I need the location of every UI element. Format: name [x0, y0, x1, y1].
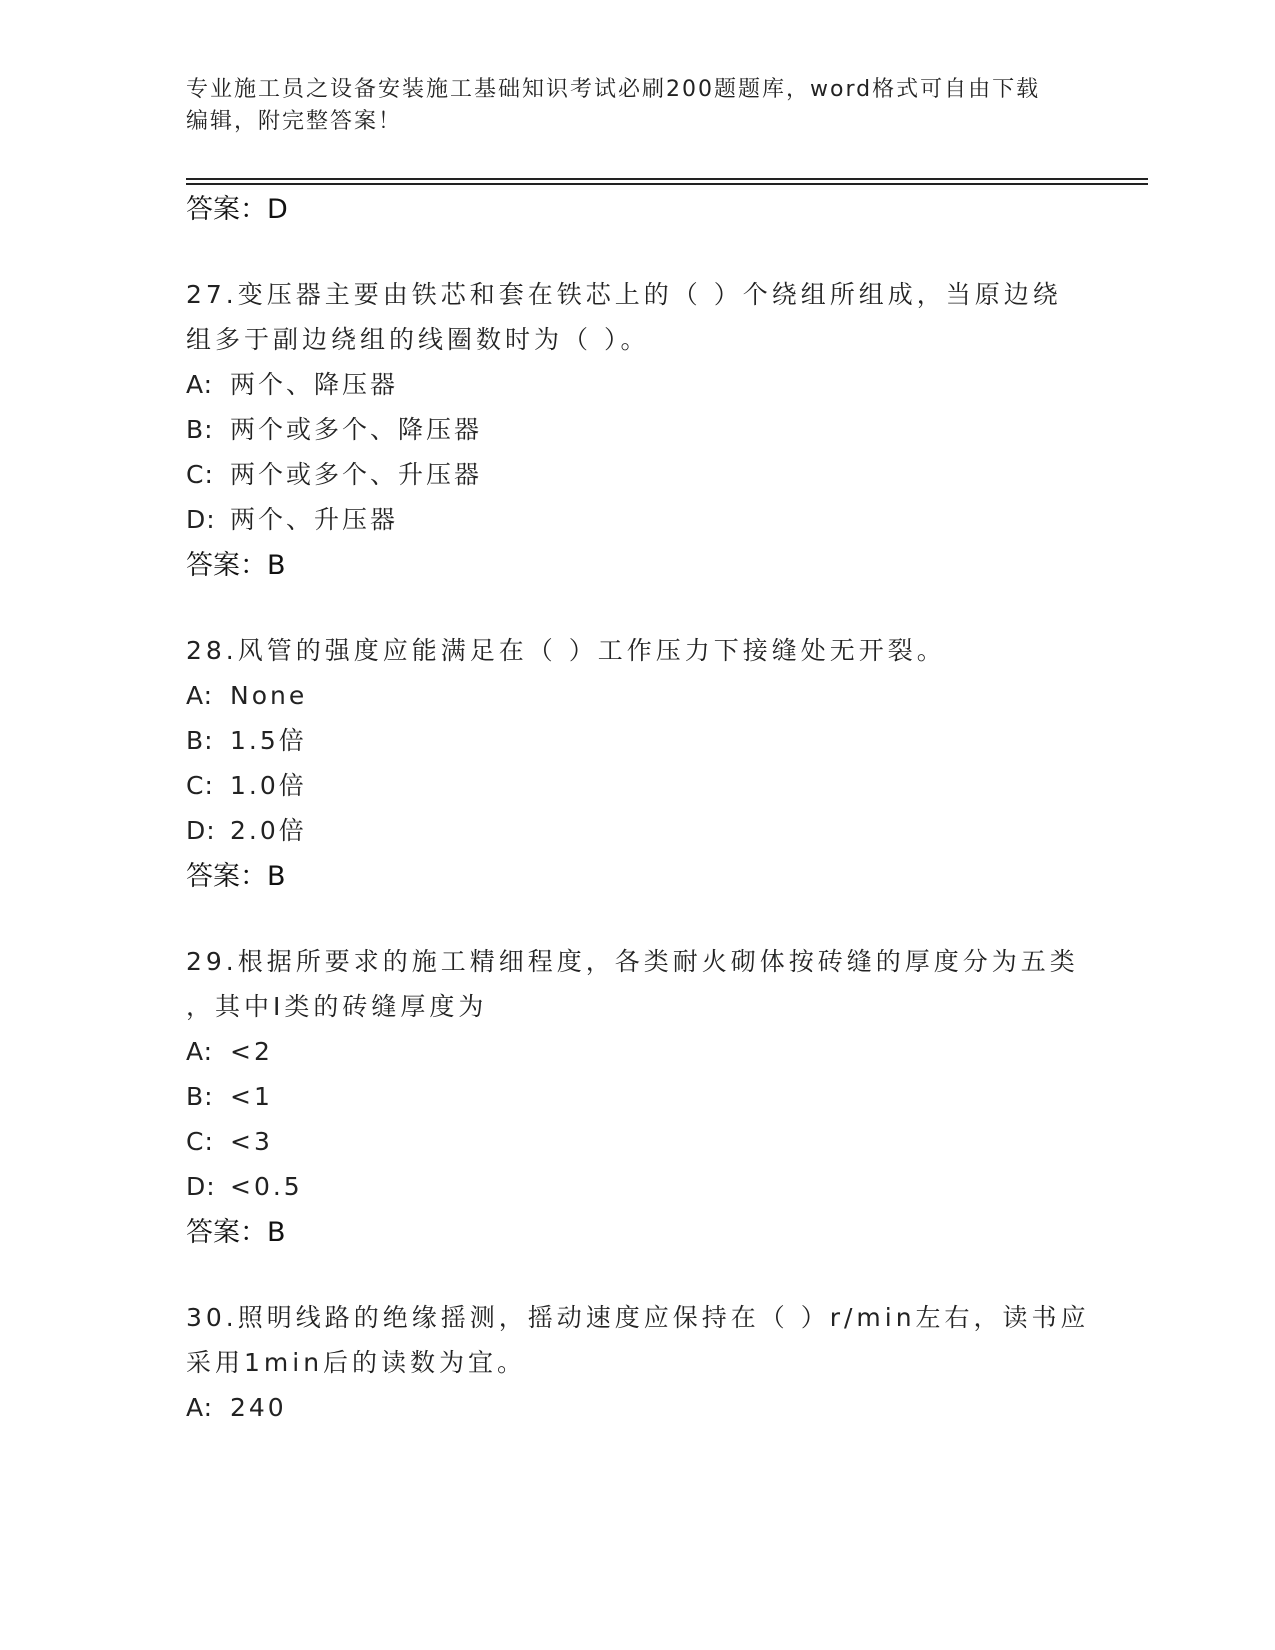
option-letter: C:: [186, 1127, 214, 1156]
question-29: [186, 939, 1106, 1257]
option-b: [186, 407, 1106, 452]
option-letter: D:: [186, 816, 216, 845]
option-text: None: [230, 681, 308, 710]
option-text: <3: [230, 1127, 273, 1156]
option-letter: C:: [186, 771, 214, 800]
option-letter: B:: [186, 726, 214, 755]
document-header: [186, 74, 1086, 138]
option-text: <1: [230, 1082, 273, 1111]
option-letter: A:: [186, 681, 214, 710]
option-c: [186, 763, 1106, 808]
header-title-line-2: 编辑，附完整答案！: [186, 109, 403, 134]
question-text: [186, 939, 1106, 1029]
question-28: [186, 628, 1106, 901]
option-text: <2: [230, 1037, 273, 1066]
question-text: [186, 1295, 1106, 1385]
option-text: 两个或多个、升压器: [230, 460, 483, 489]
option-text: 两个、降压器: [230, 370, 399, 399]
option-text: 1.5倍: [230, 726, 307, 755]
answer: 答案：B: [186, 550, 286, 581]
option-letter: C:: [186, 460, 214, 489]
question-list: [186, 186, 1106, 1430]
question-text: [186, 272, 1106, 362]
option-d: [186, 808, 1106, 853]
question-text-line-1: 29.根据所要求的施工精细程度，各类耐火砌体按砖缝的厚度分为五类: [186, 947, 1079, 976]
option-text: 两个、升压器: [230, 505, 399, 534]
option-letter: A:: [186, 1393, 214, 1422]
question-text-line-1: 30.照明线路的绝缘摇测，摇动速度应保持在（ ）r/min左右，读书应: [186, 1303, 1090, 1332]
header-title-line-1: 专业施工员之设备安装施工基础知识考试必刷200题题库，word格式可自由下载: [186, 77, 1041, 102]
question-30: [186, 1295, 1106, 1430]
option-d: [186, 1164, 1106, 1209]
answer-26: 答案：D: [186, 194, 288, 225]
option-a: [186, 1029, 1106, 1074]
question-text-line-2: ，其中Ⅰ类的砖缝厚度为: [186, 992, 488, 1021]
option-letter: B:: [186, 415, 214, 444]
option-text: 两个或多个、降压器: [230, 415, 483, 444]
option-c: [186, 452, 1106, 497]
question-text-line-1: 27.变压器主要由铁芯和套在铁芯上的（ ）个绕组所组成，当原边绕: [186, 280, 1062, 309]
option-a: [186, 1385, 1106, 1430]
option-letter: A:: [186, 370, 214, 399]
option-text: 2.0倍: [230, 816, 307, 845]
option-letter: D:: [186, 505, 216, 534]
question-text-line-2: 组多于副边绕组的线圈数时为（ ）。: [186, 325, 650, 354]
option-b: [186, 718, 1106, 763]
option-d: [186, 497, 1106, 542]
question-text-line-2: 采用1min后的读数为宜。: [186, 1348, 527, 1377]
question-27: [186, 272, 1106, 590]
answer: 答案：B: [186, 1217, 286, 1248]
header-divider-bottom: [186, 183, 1148, 185]
option-text: <0.5: [230, 1172, 303, 1201]
header-divider-top: [186, 178, 1148, 180]
answer: 答案：B: [186, 861, 286, 892]
option-a: [186, 673, 1106, 718]
option-letter: D:: [186, 1172, 216, 1201]
question-text: [186, 628, 1106, 673]
option-text: 240: [230, 1393, 287, 1422]
option-letter: A:: [186, 1037, 214, 1066]
question-text-line-1: 28.风管的强度应能满足在（ ）工作压力下接缝处无开裂。: [186, 636, 946, 665]
option-a: [186, 362, 1106, 407]
option-c: [186, 1119, 1106, 1164]
option-text: 1.0倍: [230, 771, 307, 800]
option-letter: B:: [186, 1082, 214, 1111]
option-b: [186, 1074, 1106, 1119]
